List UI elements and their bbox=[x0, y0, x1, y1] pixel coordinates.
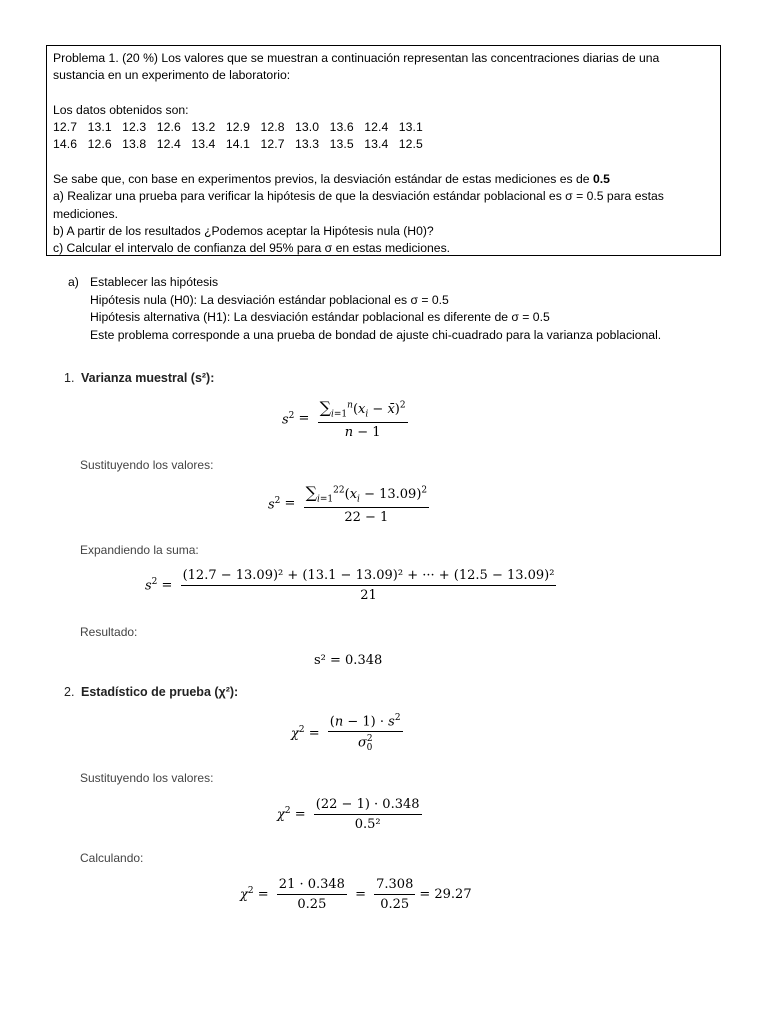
n-value: 22 bbox=[333, 485, 345, 496]
variance-result: s² = 0.348 bbox=[314, 653, 383, 668]
data-label: Los datos obtenidos son: bbox=[53, 102, 189, 117]
step2-heading bbox=[64, 685, 238, 699]
calc-numerator-1: 21 · 0.348 bbox=[277, 877, 347, 895]
hypothesis-h0: Hipótesis nula (H0): La desviación estándar poblacional es σ = 0.5 bbox=[90, 292, 449, 307]
calc-denominator-1: 0.25 bbox=[297, 897, 327, 912]
data-row-1: 12.7 13.1 12.3 12.6 13.2 12.9 12.8 13.0 13.6 12.4 13.1 bbox=[53, 120, 423, 135]
known-value: 0.5 bbox=[592, 172, 610, 187]
question-b: b) A partir de los resultados ¿Podemos aceptar la Hipótesis nula (H0)? bbox=[53, 223, 434, 238]
calc-denominator-2: 0.25 bbox=[380, 897, 410, 912]
known-deviation bbox=[53, 171, 714, 188]
chi-square-substituted: $\chi^2$ = $\frac{(22 - 1) \cdot 0.348}{\text{0.5²}}$ bbox=[277, 797, 420, 832]
variance-expanded: $s^2$ = $\frac{\text{(12.7 − 13.09)² + (13.1 − 13.09)² + ··· + (12.5 − 13.09)²}}{21}$ bbox=[145, 568, 555, 603]
step2-title: Estadístico de prueba (χ²): bbox=[81, 685, 239, 699]
step1-substituting-label: Sustituyendo los valores: bbox=[80, 458, 214, 472]
mean-value: 13.09 bbox=[379, 487, 417, 502]
problem-box bbox=[46, 45, 721, 256]
known-prefix: Se sabe que, con base en experimentos previos, la desviación estándar de estas mediciones es de bbox=[53, 172, 593, 187]
hypothesis-note: Este problema corresponde a una prueba de bondad de ajuste chi-cuadrado para la varianza poblacional. bbox=[90, 327, 662, 342]
expanded-denominator: 21 bbox=[360, 588, 377, 603]
hypothesis-title: Establecer las hipótesis bbox=[90, 275, 219, 289]
chi-square-calculated: $\chi^2$ = $\frac{21 \cdot 0.348}{0.25}$ = $\frac{7.308}{0.25}$ = 29.27 bbox=[240, 877, 472, 912]
hypothesis-marker: a) bbox=[68, 275, 79, 289]
data-row-2: 14.6 12.6 13.8 12.4 13.4 14.1 12.7 13.3 13.5 13.4 12.5 bbox=[53, 137, 423, 152]
problem-intro: Problema 1. (20 %) Los valores que se muestran a continuación representan las concentraciones diarias de una sustancia en un experimento de laboratorio: bbox=[53, 51, 660, 83]
question-a: a) Realizar una prueba para verificar la hipótesis de que la desviación estándar poblacional es σ = 0.5 para estas mediciones. bbox=[53, 189, 664, 221]
step1-title: Varianza muestral (s²): bbox=[81, 371, 215, 385]
chi-sub-denominator: 0.5² bbox=[354, 817, 381, 832]
chi-square-formula: $\chi^2$ = $\frac{(n - 1) \cdot s^2}{\sigma^2_0}$ bbox=[291, 713, 401, 754]
expanded-numerator: (12.7 − 13.09)² + (13.1 − 13.09)² + ··· + (12.5 − 13.09)² bbox=[181, 568, 557, 586]
question-c: c) Calcular el intervalo de confianza del 95% para σ en estas mediciones. bbox=[53, 241, 451, 256]
calc-result: = 29.27 bbox=[419, 887, 472, 902]
step1-heading bbox=[64, 371, 214, 385]
step2-substituting-label: Sustituyendo los valores: bbox=[80, 771, 214, 785]
variance-substituted: $s^2$ = $\frac{\sum_{i=1}^{22}(x_i - 13.09)^2}{22 - 1}$ bbox=[268, 483, 428, 525]
step2-calculating-label: Calculando: bbox=[80, 851, 144, 865]
hypothesis-section bbox=[68, 274, 661, 344]
step2-number: 2. bbox=[64, 685, 75, 699]
chi-sub-numerator: (22 − 1) · 0.348 bbox=[314, 797, 422, 815]
step1-number: 1. bbox=[64, 371, 75, 385]
calc-numerator-2: 7.308 bbox=[374, 877, 415, 895]
step1-expanding-label: Expandiendo la suma: bbox=[80, 543, 199, 557]
step1-result-label: Resultado: bbox=[80, 625, 138, 639]
variance-formula: $s^2$ = $\frac{\sum_{i=1}^n(x_i - x̄)^2}{n - 1}$ bbox=[282, 398, 406, 440]
variance-denominator: 22 − 1 bbox=[344, 509, 389, 525]
hypothesis-h1: Hipótesis alternativa (H1): La desviación estándar poblacional es diferente de σ = 0.5 bbox=[90, 310, 550, 324]
